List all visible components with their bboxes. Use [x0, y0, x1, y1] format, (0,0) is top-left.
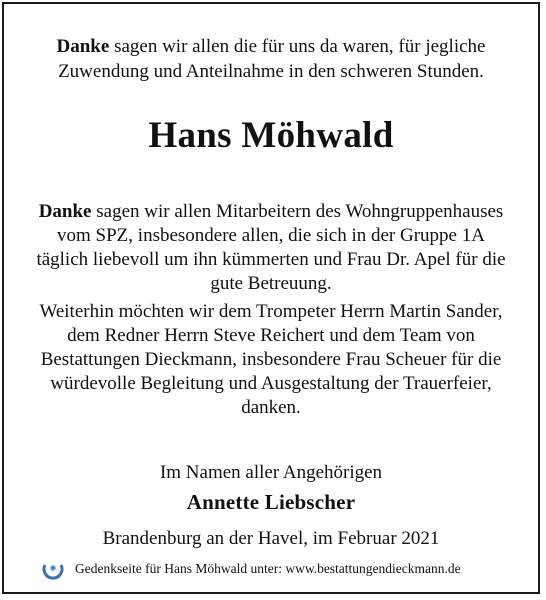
memorial-logo-icon	[42, 558, 64, 580]
intro-lead: Danke	[56, 36, 110, 57]
deceased-name: Hans Möhwald	[148, 115, 394, 156]
thanks-text: sagen wir allen Mitarbeitern des Wohngruppenhauses vom SPZ, insbesondere allen, die sich in der Gruppe 1A täglich liebevoll um ihn kümmerten und Frau Dr. Apel für die gute Betreuung.	[36, 201, 506, 294]
place-date: Brandenburg an der Havel, im Februar 2021	[102, 528, 440, 549]
signer-name: Annette Liebscher	[186, 490, 356, 514]
intro-text: sagen wir allen die für uns da waren, für jegliche Zuwendung und Anteilnahme in den schweren Stunden.	[58, 36, 486, 82]
intro-paragraph	[12, 34, 530, 84]
obituary-notice	[2, 2, 540, 594]
thanks-second-paragraph: Weiterhin möchten wir dem Trompeter Herrn Martin Sander, dem Redner Herrn Steve Reichert und dem Team von Bestattungen Dieckmann, insbesondere Frau Scheuer für die würdevolle Begleitung und Ausgestaltung der Trauerfeier, danken.	[39, 301, 503, 418]
closing-line: Im Namen aller Angehörigen	[159, 462, 383, 483]
thanks-paragraph	[34, 200, 508, 296]
thanks-lead: Danke	[38, 201, 92, 222]
thanks-section	[34, 200, 508, 420]
footer-text[interactable]: Gedenkseite für Hans Möhwald unter: www.bestattungendieckmann.de	[75, 561, 461, 576]
footer	[42, 558, 532, 580]
